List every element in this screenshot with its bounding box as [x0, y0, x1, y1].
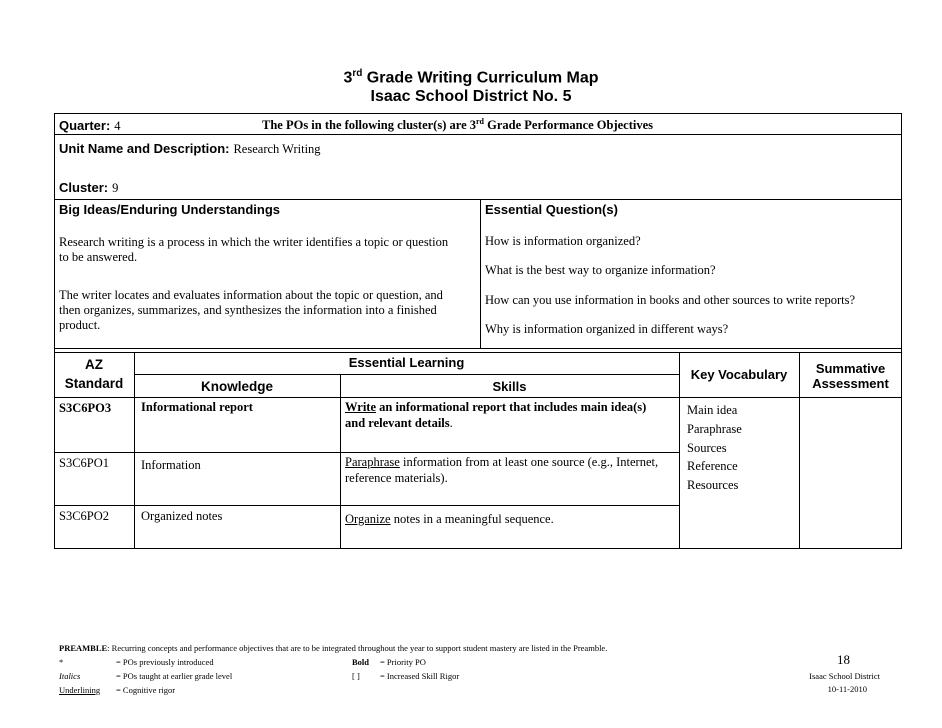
divider: [54, 199, 902, 200]
essential-question: How can you use information in books and other sources to write reports?: [485, 293, 856, 307]
big-idea-text: Research writing is a process in which the writer identifies a topic or question: [59, 235, 449, 249]
knowledge-item: Organized notes: [141, 509, 223, 523]
key-vocabulary-header: Key Vocabulary: [690, 367, 788, 382]
essential-question: Why is information organized in different ways?: [485, 322, 729, 336]
essential-questions-heading: Essential Question(s): [485, 202, 618, 217]
divider: [54, 348, 902, 349]
essential-learning-header: Essential Learning: [348, 355, 465, 370]
district-title: Isaac School District No. 5: [370, 88, 572, 105]
vocab-item: Reference: [687, 459, 738, 473]
standard-header: Standard: [64, 376, 124, 391]
big-idea-text: product.: [59, 318, 101, 332]
vocab-item: Sources: [687, 441, 727, 455]
standard-code: S3C6PO1: [59, 456, 110, 470]
page-number: 18: [837, 652, 850, 667]
legend-desc: = Increased Skill Rigor: [380, 671, 460, 681]
legend-key: Italics: [59, 671, 81, 681]
essential-question: How is information organized?: [485, 234, 641, 248]
big-idea-text: to be answered.: [59, 250, 138, 264]
cluster-note: The POs in the following cluster(s) are 3rd Grade Performance Objectives: [262, 117, 654, 133]
vocab-item: Resources: [687, 478, 739, 492]
standard-code: S3C6PO3: [59, 401, 112, 415]
skill-text: Paraphrase information from at least one source (e.g., Internet,: [345, 455, 659, 469]
curriculum-table: [54, 113, 902, 549]
big-idea-text: then organizes, summarizes, and synthesizes the information into a finished: [59, 303, 437, 317]
legend-desc: = Cognitive rigor: [116, 685, 176, 695]
knowledge-item: Informational report: [141, 400, 253, 414]
footer-date: 10-11-2010: [827, 684, 867, 694]
divider: [480, 199, 481, 349]
skill-text: Organize notes in a meaningful sequence.: [345, 512, 554, 526]
assessment-header: Assessment: [812, 376, 889, 391]
divider: [134, 374, 679, 375]
cluster-field: Cluster: 9: [59, 180, 119, 195]
skill-text: and relevant details.: [345, 416, 453, 430]
summative-header: Summative: [815, 361, 886, 376]
legend-key: Bold: [352, 657, 370, 667]
legend-desc: = Priority PO: [380, 657, 426, 667]
knowledge-header: Knowledge: [200, 379, 273, 394]
skill-text: reference materials).: [345, 471, 448, 485]
divider: [54, 397, 902, 398]
divider: [340, 374, 341, 549]
divider: [54, 134, 902, 135]
legend-desc: = POs taught at earlier grade level: [116, 671, 233, 681]
standard-code: S3C6PO2: [59, 509, 110, 523]
legend-key: [ ]: [352, 671, 360, 681]
big-idea-text: The writer locates and evaluates information about the topic or question, and: [59, 288, 443, 302]
quarter-field: Quarter: 4: [59, 118, 121, 133]
knowledge-item: Information: [141, 458, 201, 472]
az-header: AZ: [85, 357, 103, 372]
legend-desc: = POs previously introduced: [116, 657, 214, 667]
divider: [54, 452, 680, 453]
unit-field: Unit Name and Description: Research Writing: [59, 141, 321, 156]
vocab-item: Paraphrase: [687, 422, 742, 436]
preamble-note: PREAMBLE: Recurring concepts and performance objectives that are to be integrated throughout the year to support student mastery are listed in the Preamble.: [59, 643, 608, 653]
divider: [54, 352, 902, 353]
divider: [54, 505, 680, 506]
legend-key: Underlining: [59, 685, 101, 695]
skills-header: Skills: [492, 379, 527, 394]
page-title: 3rd Grade Writing Curriculum Map: [343, 68, 599, 87]
legend-key: *: [59, 657, 64, 667]
vocab-item: Main idea: [687, 403, 738, 417]
essential-question: What is the best way to organize information?: [485, 263, 716, 277]
footer-district: Isaac School District: [809, 671, 880, 681]
big-ideas-heading: Big Ideas/Enduring Understandings: [59, 202, 281, 217]
skill-text: Write an informational report that includes main idea(s): [345, 400, 647, 414]
